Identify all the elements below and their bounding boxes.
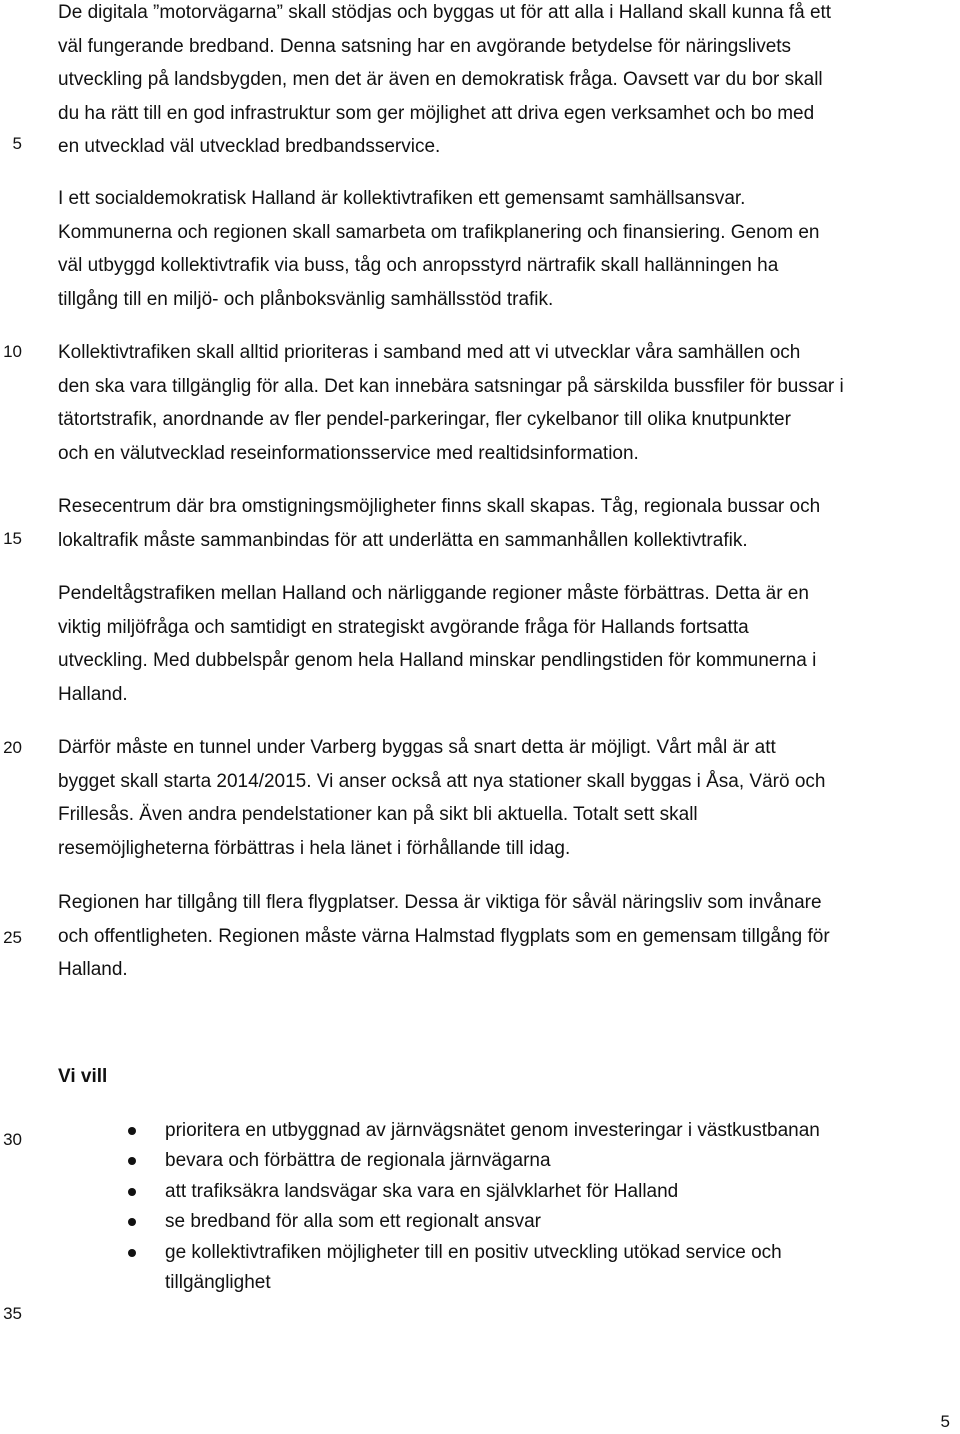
- wants-list: [0, 1116, 960, 1298]
- text-line: Kommunerna och regionen skall samarbeta om trafikplanering och finansiering. Genom en: [58, 221, 820, 243]
- text-line: Därför måste en tunnel under Varberg byggas så snart detta är möjligt. Vårt mål är att: [58, 737, 776, 758]
- text-line: Pendeltågstrafiken mellan Halland och närliggande regioner måste förbättras. Detta är en: [58, 583, 809, 604]
- text-line: bygget skall starta 2014/2015. Vi anser också att nya stationer skall byggas i Åsa, Värö och: [58, 770, 826, 792]
- text-line: och offentligheten. Regionen måste värna Halmstad flygplats som en gemensam tillgång för: [58, 925, 830, 947]
- text-line: väl utbyggd kollektivtrafik via buss, tåg och anropsstyrd närtrafik skall hallänningen ha: [58, 255, 779, 276]
- paragraph-travel-centre: [58, 490, 950, 557]
- text-line: utveckling. Med dubbelspår genom hela Halland minskar pendlingstiden för kommunerna i: [58, 650, 817, 671]
- text-line: Kollektivtrafiken skall alltid prioriteras i samband med att vi utvecklar våra samhällen och: [58, 342, 801, 363]
- bullet-dot-icon: [128, 1218, 136, 1226]
- list-item: [0, 1146, 960, 1176]
- paragraph-commuter-trains: [58, 577, 950, 711]
- paragraph-public-transport: [58, 182, 950, 316]
- text-line: en utvecklad väl utvecklad bredbandsservice.: [58, 136, 441, 157]
- line-number: 25: [3, 928, 22, 947]
- list-item-text: se bredband för alla som ett regionalt ansvar: [165, 1211, 541, 1233]
- text-line: tillgång till en miljö- och plånboksvänlig samhällsstöd trafik.: [58, 288, 554, 310]
- text-line: resemöjligheterna förbättras i hela länet i förhållande till idag.: [58, 837, 571, 859]
- list-item: [0, 1116, 960, 1146]
- text-line: utveckling på landsbygden, men det är även en demokratisk fråga. Oavsett var du bor skall: [58, 69, 823, 90]
- text-line: den ska vara tillgänglig för alla. Det kan innebära satsningar på särskilda bussfiler för bussar i: [58, 375, 844, 397]
- list-item: [0, 1207, 960, 1237]
- section-heading: Vi vill: [58, 1066, 108, 1087]
- text-line: du ha rätt till en god infrastruktur som ger möjlighet att driva egen verksamhet och bo med: [58, 102, 815, 124]
- text-line: Resecentrum där bra omstigningsmöjligheter finns skall skapas. Tåg, regionala bussar och: [58, 496, 821, 517]
- bullet-dot-icon: [128, 1127, 136, 1135]
- line-number: 10: [3, 342, 22, 361]
- line-number: 5: [12, 134, 22, 153]
- text-line: Frillesås. Även andra pendelstationer kan på sikt bli aktuella. Totalt sett skall: [58, 804, 698, 825]
- list-item-text: prioritera en utbyggnad av järnvägsnätet genom investeringar i västkustbanan: [165, 1120, 820, 1141]
- list-item-text: att trafiksäkra landsvägar ska vara en självklarhet för Halland: [165, 1180, 679, 1202]
- paragraph-varberg-tunnel: [58, 731, 950, 865]
- page-number: 5: [940, 1412, 950, 1431]
- list-item-text: ge kollektivtrafiken möjligheter till en positiv utveckling utökad service och: [165, 1241, 782, 1263]
- text-line: Regionen har tillgång till flera flygplatser. Dessa är viktiga för såväl näringsliv som invånare: [58, 892, 822, 913]
- text-line: lokaltrafik måste sammanbindas för att underlätta en sammanhållen kollektivtrafik.: [58, 529, 748, 551]
- text-line: och en välutvecklad reseinformationsservice med realtidsinformation.: [58, 442, 639, 464]
- bullet-dot-icon: [128, 1157, 136, 1165]
- list-item-text: bevara och förbättra de regionala järnvägarna: [165, 1150, 551, 1172]
- line-number: 30: [3, 1130, 22, 1149]
- text-line: Halland.: [58, 683, 128, 705]
- paragraph-prioritize-transport: [58, 336, 950, 470]
- bullet-dot-icon: [128, 1188, 136, 1196]
- text-line: I ett socialdemokratisk Halland är kollektivtrafiken ett gemensamt samhällsansvar.: [58, 188, 746, 209]
- text-line: Halland.: [58, 959, 128, 980]
- text-line: De digitala ”motorvägarna” skall stödjas och byggas ut för att alla i Halland skall kunna få ett: [58, 2, 832, 23]
- list-item: [0, 1238, 960, 1299]
- text-line: tätortstrafik, anordnande av fler pendel-parkeringar, fler cykelbanor till olika knutpunkter: [58, 409, 791, 430]
- paragraph-airports: [58, 886, 950, 987]
- line-number: 15: [3, 529, 22, 548]
- line-number: 20: [3, 738, 22, 757]
- line-number: 35: [3, 1304, 22, 1323]
- list-item-text: tillgänglighet: [165, 1272, 271, 1294]
- list-item: [0, 1177, 960, 1207]
- bullet-dot-icon: [128, 1249, 136, 1257]
- text-line: väl fungerande bredband. Denna satsning har en avgörande betydelse för näringslivets: [58, 35, 792, 57]
- text-line: viktig miljöfråga och samtidigt en strategiskt avgörande fråga för Hallands fortsatta: [58, 616, 749, 638]
- paragraph-broadband: [58, 0, 950, 164]
